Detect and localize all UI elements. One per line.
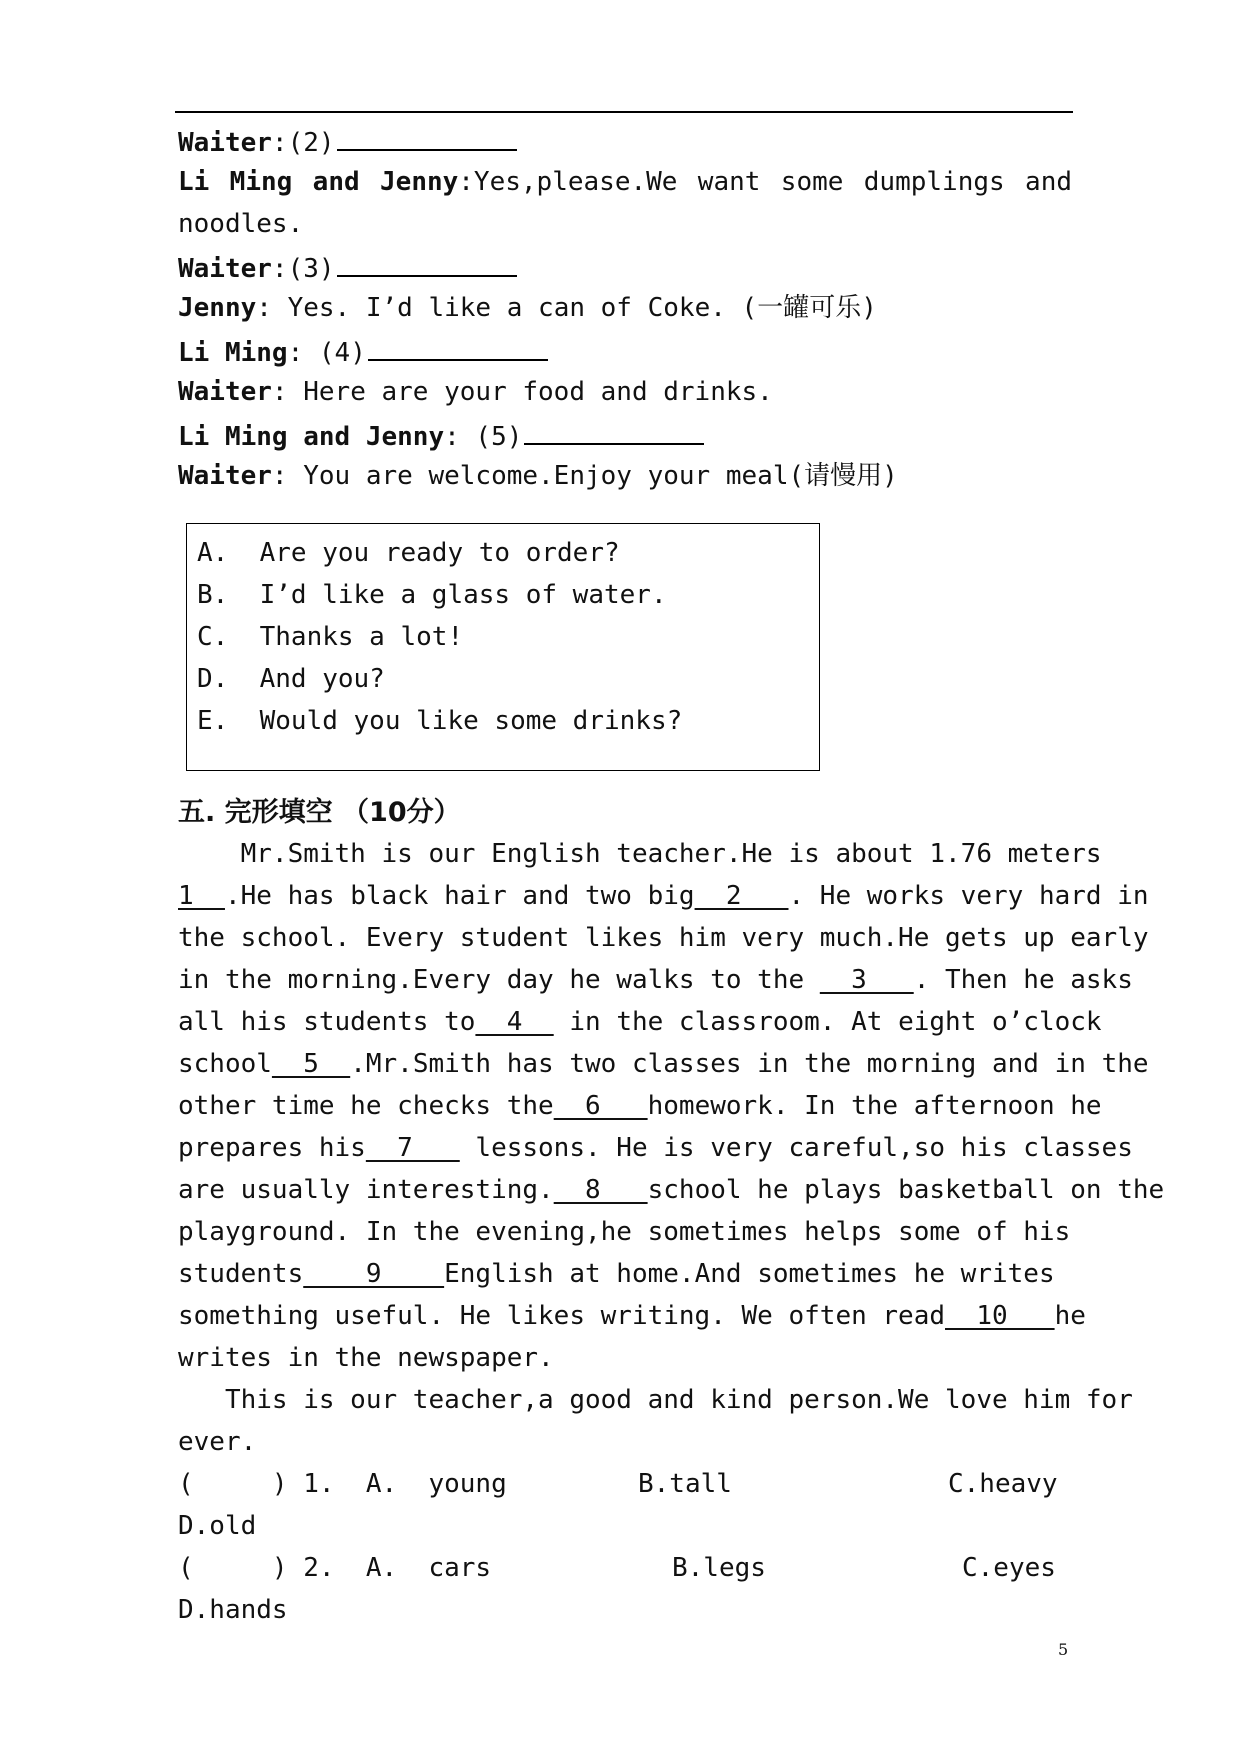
dialogue-line	[178, 119, 1072, 161]
question-stem: ( ) 1. A. young	[178, 1469, 507, 1499]
passage-text: lessons. He is very careful,so his classes	[459, 1133, 1133, 1163]
utterance: :(2)	[271, 128, 335, 158]
option-d: D. And you?	[197, 664, 385, 694]
section-title: 五. 完形填空 （10分）	[178, 797, 461, 828]
utterance: :Yes,please.We want some dumplings and	[458, 167, 1073, 197]
page-number: 5	[1058, 1640, 1069, 1659]
passage-line	[178, 1169, 1165, 1211]
passage-line: ever.	[178, 1427, 257, 1457]
dialogue-line	[178, 161, 1072, 203]
passage-text: . Then he asks	[913, 965, 1133, 995]
speaker: Jenny	[178, 293, 257, 323]
passage-text: students	[178, 1259, 304, 1289]
passage-line	[178, 959, 1133, 1001]
speaker: Li Ming and Jenny	[178, 167, 459, 197]
dialogue-line	[178, 455, 1072, 497]
passage-text: .He has black hair and two big	[224, 881, 695, 911]
dialogue-line	[178, 245, 1072, 287]
passage-line	[178, 1127, 1133, 1169]
dialogue-line	[178, 287, 1072, 329]
passage-text: .Mr.Smith has two classes in the morning and in the	[350, 1049, 1149, 1079]
passage-text: prepares his	[178, 1133, 366, 1163]
utterance: : You are welcome.Enjoy your meal(请慢用)	[271, 461, 898, 491]
passage-text: English at home.And sometimes he writes	[444, 1259, 1055, 1289]
question-stem: ( ) 2. A. cars	[178, 1553, 492, 1583]
blank-10: 10	[945, 1301, 1055, 1331]
choice-d: D.old	[178, 1511, 257, 1541]
passage-text: school he plays basketball on the	[647, 1175, 1165, 1205]
speaker: Waiter	[178, 128, 272, 158]
passage-text: are usually interesting.	[178, 1175, 554, 1205]
utterance: : (5)	[444, 422, 523, 452]
passage-line	[178, 875, 1149, 917]
dialogue-line	[178, 371, 1072, 413]
choice-c: C.eyes	[962, 1553, 1056, 1583]
choice-d: D.hands	[178, 1595, 288, 1625]
blank-5: 5	[271, 1049, 351, 1079]
options-box	[186, 523, 820, 771]
passage-text: in the morning.Every day he walks to the	[178, 965, 820, 995]
utterance: : (4)	[287, 338, 366, 368]
choice-c: C.heavy	[948, 1469, 1058, 1499]
speaker: Li Ming and Jenny	[178, 422, 445, 452]
option-e: E. Would you like some drinks?	[197, 706, 683, 736]
answer-blank	[337, 119, 517, 151]
passage-line: Mr.Smith is our English teacher.He is about 1.76 meters	[178, 839, 1102, 869]
passage-text: homework. In the afternoon he	[647, 1091, 1102, 1121]
answer-blank	[524, 413, 704, 445]
dialogue	[178, 119, 1072, 497]
blank-6: 6	[553, 1091, 648, 1121]
choice-b: B.tall	[638, 1469, 732, 1499]
blank-3: 3	[819, 965, 914, 995]
cloze-passage	[178, 833, 1165, 1631]
choice-b: B.legs	[672, 1553, 766, 1583]
passage-text: in the classroom. At eight o’clock	[553, 1007, 1102, 1037]
blank-7: 7	[365, 1133, 460, 1163]
blank-4: 4	[475, 1007, 554, 1037]
passage-text: school	[178, 1049, 272, 1079]
speaker: Waiter	[178, 377, 272, 407]
blank-1: 1	[178, 881, 225, 911]
question-2	[178, 1547, 1072, 1589]
option-b: B. I’d like a glass of water.	[197, 580, 667, 610]
option-a: A. Are you ready to order?	[197, 538, 620, 568]
passage-line: writes in the newspaper.	[178, 1343, 554, 1373]
dialogue-line	[178, 413, 1072, 455]
passage-line: playground. In the evening,he sometimes helps some of his	[178, 1217, 1071, 1247]
utterance: : Yes. I’d like a can of Coke. (一罐可乐)	[256, 293, 877, 323]
passage-line: This is our teacher,a good and kind person.We love him for	[178, 1385, 1133, 1415]
dialogue-line	[178, 329, 1072, 371]
question-1	[178, 1463, 1072, 1505]
answer-blank	[368, 329, 548, 361]
option-c: C. Thanks a lot!	[197, 622, 464, 652]
passage-line	[178, 1085, 1102, 1127]
passage-line	[178, 1001, 1102, 1043]
speaker: Waiter	[178, 254, 272, 284]
passage-text: something useful. He likes writing. We often read	[178, 1301, 946, 1331]
blank-8: 8	[553, 1175, 648, 1205]
passage-line: the school. Every student likes him very much.He gets up early	[178, 923, 1149, 953]
passage-text: other time he checks the	[178, 1091, 554, 1121]
blank-9: 9	[303, 1259, 445, 1289]
utterance: : Here are your food and drinks.	[271, 377, 773, 407]
answer-blank	[337, 245, 517, 277]
top-rule	[175, 111, 1073, 113]
passage-text: . He works very hard in	[788, 881, 1149, 911]
passage-text: he	[1054, 1301, 1086, 1331]
speaker: Li Ming	[178, 338, 288, 368]
passage-line	[178, 1043, 1149, 1085]
dialogue-line	[178, 203, 1072, 245]
passage-line	[178, 1253, 1072, 1295]
utterance: :(3)	[271, 254, 335, 284]
utterance: noodles.	[178, 209, 304, 239]
passage-text: all his students to	[178, 1007, 476, 1037]
speaker: Waiter	[178, 461, 272, 491]
passage-line	[178, 1295, 1086, 1337]
blank-2: 2	[694, 881, 789, 911]
